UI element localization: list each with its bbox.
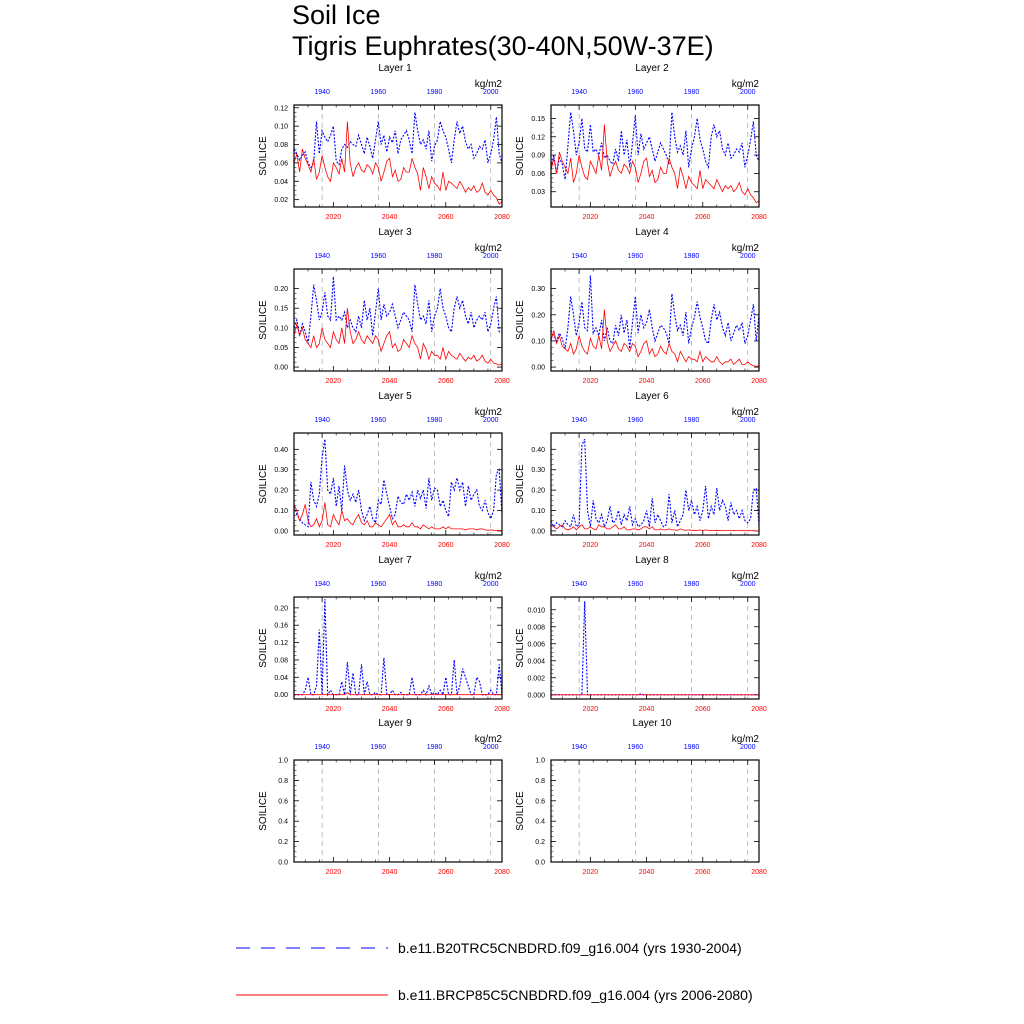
top-tick-label: 1980 [683,417,700,424]
bottom-tick-label: 2020 [325,706,342,713]
y-tick-label: 0.008 [527,624,545,632]
y-tick-label: 0.04 [274,178,288,186]
y-tick-label: 0.004 [527,658,545,666]
units-label: kg/m2 [731,407,759,418]
bottom-tick-label: 2080 [494,214,510,221]
bottom-tick-label: 2020 [582,214,599,221]
bottom-tick-label: 2060 [694,378,711,385]
series-line-historical [551,439,759,527]
y-tick-label: 0.8 [278,777,288,785]
y-tick-label: 0.6 [535,798,545,806]
top-tick-label: 1980 [683,581,700,588]
y-axis-label: SOILICE [258,628,269,668]
y-axis-label: SOILICE [258,136,269,176]
bottom-tick-label: 2060 [694,214,711,221]
plot-frame [294,597,502,699]
units-label: kg/m2 [474,407,502,418]
units-label: kg/m2 [731,243,759,254]
top-tick-label: 1960 [370,253,387,260]
panel-title: Layer 9 [378,718,412,729]
bottom-tick-label: 2040 [638,214,655,221]
top-tick-label: 1980 [426,581,443,588]
bottom-tick-label: 2080 [494,706,510,713]
units-label: kg/m2 [474,243,502,254]
y-tick-label: 0.10 [531,508,545,516]
bottom-tick-label: 2020 [582,706,599,713]
series-line-future [294,502,502,530]
y-axis-label: SOILICE [258,464,269,504]
bottom-tick-label: 2040 [381,542,398,549]
series-line-historical [294,439,502,527]
bottom-tick-label: 2080 [494,869,510,876]
top-tick-label: 1940 [571,89,587,96]
top-tick-label: 1960 [370,89,387,96]
bottom-tick-label: 2020 [325,869,342,876]
y-tick-label: 0.30 [274,467,288,475]
top-tick-label: 1980 [683,89,700,96]
top-tick-label: 1940 [571,417,587,424]
y-tick-label: 0.10 [274,508,288,516]
series-line-future [551,310,759,367]
top-tick-label: 1980 [426,253,443,260]
chart-subtitle: Tigris Euphrates(30-40N,50W-37E) [292,31,714,61]
y-axis-label: SOILICE [258,300,269,340]
top-tick-label: 2000 [739,581,756,588]
top-tick-label: 1980 [683,253,700,260]
bottom-tick-label: 2040 [381,706,398,713]
y-tick-label: 0.02 [274,197,288,205]
y-tick-label: 0.30 [531,467,545,475]
plot-frame [551,760,759,862]
panel-10 [515,718,767,876]
y-tick-label: 0.40 [274,446,288,454]
y-tick-label: 0.15 [274,305,288,313]
bottom-tick-label: 2060 [437,869,454,876]
y-tick-label: 0.00 [274,364,288,372]
plot-frame [294,269,502,371]
series-line-historical [551,601,759,695]
y-tick-label: 0.20 [531,487,545,495]
top-tick-label: 1940 [314,581,330,588]
top-tick-label: 2000 [482,581,499,588]
chart-title: Soil Ice [292,0,381,30]
top-tick-label: 1960 [627,744,644,751]
y-tick-label: 0.05 [274,344,288,352]
y-tick-label: 0.002 [527,675,545,683]
top-tick-label: 1960 [627,253,644,260]
y-tick-label: 0.010 [527,607,545,615]
y-tick-label: 0.000 [527,692,545,700]
y-tick-label: 0.2 [535,839,545,847]
bottom-tick-label: 2080 [751,214,767,221]
series-line-future [551,525,759,531]
units-label: kg/m2 [731,79,759,90]
bottom-tick-label: 2040 [638,706,655,713]
y-tick-label: 0.03 [531,189,545,197]
panel-title: Layer 7 [378,555,412,566]
series-line-historical [551,276,759,349]
top-tick-label: 1960 [370,744,387,751]
series-line-future [294,308,502,365]
bottom-tick-label: 2020 [582,869,599,876]
top-tick-label: 1980 [426,89,443,96]
y-tick-label: 0.20 [274,286,288,294]
panel-9 [258,718,510,876]
y-tick-label: 0.12 [274,640,288,648]
y-tick-label: 0.40 [531,446,545,454]
plot-frame [294,760,502,862]
top-tick-label: 1940 [571,581,587,588]
y-tick-label: 0.006 [527,641,545,649]
top-tick-label: 1940 [571,253,587,260]
panel-title: Layer 10 [632,718,672,729]
bottom-tick-label: 2080 [751,542,767,549]
panel-1 [258,63,510,221]
y-axis-label: SOILICE [515,300,526,340]
y-tick-label: 0.20 [274,487,288,495]
top-tick-label: 2000 [482,89,499,96]
top-tick-label: 1940 [571,744,587,751]
y-tick-label: 0.00 [531,528,545,536]
legend-label-historical: b.e11.B20TRC5CNBDRD.f09_g16.004 (yrs 1930-2004) [398,940,742,956]
units-label: kg/m2 [731,734,759,745]
y-tick-label: 0.04 [274,674,288,682]
y-tick-label: 0.10 [274,123,288,131]
bottom-tick-label: 2060 [437,214,454,221]
legend-label-future: b.e11.BRCP85C5CNBDRD.f09_g16.004 (yrs 2006-2080) [398,987,753,1003]
series-line-historical [294,599,502,695]
top-tick-label: 2000 [739,89,756,96]
top-tick-label: 2000 [739,417,756,424]
series-line-historical [294,277,502,344]
top-tick-label: 2000 [482,253,499,260]
top-tick-label: 2000 [482,417,499,424]
top-tick-label: 1960 [370,581,387,588]
y-tick-label: 0.10 [531,338,545,346]
bottom-tick-label: 2060 [694,869,711,876]
series-line-future [551,125,759,203]
y-axis-label: SOILICE [515,791,526,831]
y-tick-label: 0.00 [274,692,288,700]
panel-title: Layer 4 [635,227,669,238]
y-tick-label: 0.08 [274,657,288,665]
bottom-tick-label: 2080 [494,378,510,385]
y-tick-label: 0.8 [535,777,545,785]
top-tick-label: 1940 [314,89,330,96]
bottom-tick-label: 2040 [381,869,398,876]
top-tick-label: 2000 [739,744,756,751]
y-tick-label: 0.06 [531,170,545,178]
bottom-tick-label: 2020 [325,214,342,221]
top-tick-label: 1960 [627,89,644,96]
panel-2 [515,63,767,221]
y-tick-label: 0.00 [274,528,288,536]
units-label: kg/m2 [474,571,502,582]
bottom-tick-label: 2040 [638,542,655,549]
y-tick-label: 0.16 [274,622,288,630]
y-tick-label: 0.30 [531,286,545,294]
top-tick-label: 2000 [482,744,499,751]
y-tick-label: 0.12 [274,105,288,113]
top-tick-label: 2000 [739,253,756,260]
y-tick-label: 0.20 [274,605,288,613]
top-tick-label: 1980 [683,744,700,751]
top-tick-label: 1960 [627,581,644,588]
bottom-tick-label: 2060 [437,542,454,549]
y-tick-label: 0.08 [274,142,288,150]
y-tick-label: 0.20 [531,312,545,320]
y-axis-label: SOILICE [515,628,526,668]
y-tick-label: 0.10 [274,325,288,333]
top-tick-label: 1940 [314,744,330,751]
panel-title: Layer 6 [635,391,669,402]
panel-title: Layer 2 [635,63,669,74]
y-tick-label: 0.12 [531,134,545,142]
y-tick-label: 0.6 [278,798,288,806]
panel-4 [515,227,767,385]
series-line-historical [294,112,502,167]
top-tick-label: 1940 [314,253,330,260]
panel-title: Layer 8 [635,555,669,566]
panel-6 [515,391,767,549]
y-tick-label: 0.06 [274,160,288,168]
y-tick-label: 1.0 [278,757,288,765]
bottom-tick-label: 2080 [751,706,767,713]
panel-title: Layer 3 [378,227,412,238]
y-axis-label: SOILICE [258,791,269,831]
series-line-future [294,122,502,205]
bottom-tick-label: 2060 [437,706,454,713]
y-axis-label: SOILICE [515,464,526,504]
bottom-tick-label: 2060 [437,378,454,385]
top-tick-label: 1940 [314,417,330,424]
panel-8 [515,555,767,713]
top-tick-label: 1960 [627,417,644,424]
y-tick-label: 0.4 [278,818,288,826]
bottom-tick-label: 2080 [494,542,510,549]
bottom-tick-label: 2020 [325,378,342,385]
y-tick-label: 0.09 [531,152,545,160]
panel-title: Layer 1 [378,63,412,74]
panel-7 [258,555,510,713]
units-label: kg/m2 [731,571,759,582]
top-tick-label: 1980 [426,417,443,424]
plot-frame [294,105,502,207]
bottom-tick-label: 2040 [638,869,655,876]
bottom-tick-label: 2040 [638,378,655,385]
bottom-tick-label: 2020 [325,542,342,549]
top-tick-label: 1960 [370,417,387,424]
bottom-tick-label: 2020 [582,378,599,385]
bottom-tick-label: 2060 [694,706,711,713]
panel-title: Layer 5 [378,391,412,402]
y-tick-label: 0.15 [531,115,545,123]
bottom-tick-label: 2080 [751,378,767,385]
bottom-tick-label: 2020 [582,542,599,549]
bottom-tick-label: 2060 [694,542,711,549]
top-tick-label: 1980 [426,744,443,751]
units-label: kg/m2 [474,79,502,90]
bottom-tick-label: 2080 [751,869,767,876]
y-tick-label: 0.4 [535,818,545,826]
y-tick-label: 0.2 [278,839,288,847]
y-axis-label: SOILICE [515,136,526,176]
bottom-tick-label: 2040 [381,214,398,221]
y-tick-label: 0.0 [278,859,288,867]
y-tick-label: 1.0 [535,757,545,765]
panel-5 [258,391,510,549]
y-tick-label: 0.00 [531,364,545,372]
units-label: kg/m2 [474,734,502,745]
bottom-tick-label: 2040 [381,378,398,385]
panel-3 [258,227,510,385]
y-tick-label: 0.0 [535,859,545,867]
